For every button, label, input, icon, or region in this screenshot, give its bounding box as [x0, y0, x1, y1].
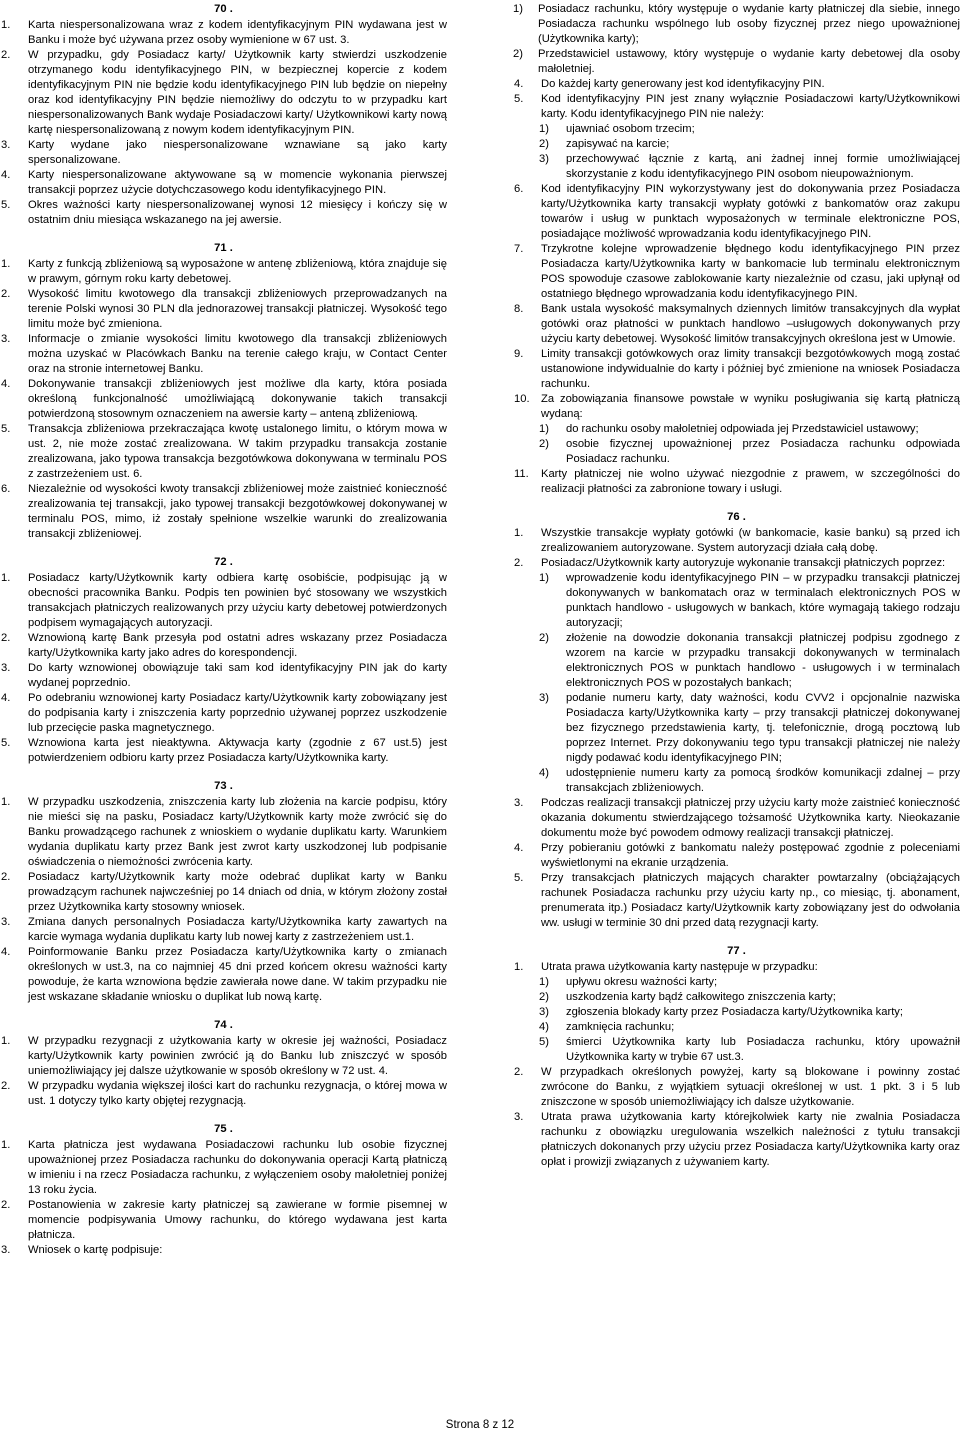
paragraph-number: 2. — [514, 1066, 524, 1078]
list-item-text: zamknięcia rachunku; — [566, 1021, 675, 1033]
paragraph-text: Do karty wznowionej obowiązuje taki sam kod identyfikacyjny PIN jak do karty wydanej poprzednio. — [28, 662, 447, 689]
paragraph — [0, 1138, 447, 1198]
list-item-number: 2) — [539, 438, 549, 450]
paragraph-text: Wznowioną kartę Bank przesyła pod ostatni adres wskazany przez Posiadacza karty/Użytkownika karty jako adres do korespondencji. — [28, 632, 447, 659]
paragraph-text: Karty płatniczej nie wolno używać niezgodnie z prawem, w szczególności do realizacji płatności za zabronione towary i usługi. — [541, 468, 960, 495]
paragraph-text: Karta niespersonalizowana wraz z kodem identyfikacyjnym PIN wydawana jest w Banku i może być używana przez osoby wymienione w 67 ust. 3. — [28, 19, 447, 46]
list-item-text: upływu okresu ważności karty; — [566, 976, 718, 988]
paragraph-number: 5. — [514, 93, 524, 105]
article-section — [0, 1122, 447, 1258]
paragraph — [0, 631, 447, 661]
article-heading: 72 . — [214, 556, 233, 568]
paragraph-number: 5. — [1, 423, 11, 435]
list-item — [513, 122, 960, 137]
list-item-text: wprowadzenie kodu identyfikacyjnego PIN – w przypadku transakcji płatniczej dokonywanych w bankomatach oraz w terminalach elektronicznych POS w punktach handlowo - usługowych w bankach, które wymagają takiego rodzaju autoryzacji; — [566, 572, 960, 629]
paragraph — [513, 182, 960, 242]
paragraph-number: 3. — [514, 797, 524, 809]
paragraph-number: 2. — [1, 871, 11, 883]
list-item — [513, 990, 960, 1005]
paragraph-number: 4. — [1, 946, 11, 958]
paragraph-text: W przypadkach określonych powyżej, karty są blokowane i powinny zostać zwrócone do Banku, z wyjątkiem sytuacji określonej w ust. 1 pkt. 3 i 5 lub zniszczone w sposób uniemożliwiający ich dalsze użytkowanie. — [541, 1066, 960, 1108]
list-item-number: 1) — [539, 976, 549, 988]
article-heading: 73 . — [214, 780, 233, 792]
paragraph — [0, 571, 447, 631]
paragraph — [513, 302, 960, 347]
paragraph-text: Karta płatnicza jest wydawana Posiadaczowi rachunku lub osobie fizycznej upoważnionej przez Posiadacza rachunku do dokonywania operacji Kartą płatniczą w imieniu i na rzecz Posiadacza rachunku, z wyłączeniem osoby małoletniej poniżej 13 roku życia. — [28, 1139, 447, 1196]
list-item-number: 3) — [539, 153, 549, 165]
paragraph-number: 10. — [514, 393, 530, 405]
paragraph-number: 3. — [1, 916, 11, 928]
article-heading: 75 . — [214, 1123, 233, 1135]
paragraph — [0, 48, 447, 138]
paragraph-number: 1. — [514, 527, 524, 539]
list-item-number: 2) — [539, 632, 549, 644]
paragraph — [513, 1110, 960, 1170]
list-item-number: 3) — [539, 1006, 549, 1018]
paragraph-text: Po odebraniu wznowionej karty Posiadacz karty/Użytkownik karty zobowiązany jest do podpisania karty i zniszczenia karty poprzednio używanej poprzez uszkodzenie lub przecięcie paska magnetycznego. — [28, 692, 447, 734]
paragraph-text: Karty z funkcją zbliżeniową są wyposażone w antenę zbliżeniową, która znajduje się w prawym, górnym roku karty debetowej. — [28, 258, 447, 285]
paragraph-number: 1. — [1, 572, 11, 584]
right-column — [513, 2, 960, 1183]
article-section — [0, 241, 447, 542]
paragraph-text: Kod identyfikacyjny PIN wykorzystywany jest do dokonywania przez Posiadacza karty/Użytkownika karty transakcji wypłaty gotówki z bankomatów oraz zakupu towarów i usług w punktach wyposażonych w terminale elektroniczne POS, posiadające możliwość wprowadzania kodu identyfikacyjnego PIN. — [541, 183, 960, 240]
list-item-number: 1) — [513, 3, 523, 15]
paragraph-text: Przy transakcjach płatniczych mających charakter powtarzalny (obciążających rachunek Posiadacza rachunku przy użyciu karty np., co miesiąc, tj. abonament, prenumerata itp.) Posiadacz karty/Użytkownik karty zobowiązany jest do odwołania ww. usługi w terminie 30 dni przed datą rezygnacji karty. — [541, 872, 960, 929]
list-item — [513, 691, 960, 766]
paragraph-text: Zmiana danych personalnych Posiadacza karty/Użytkownika karty zawartych na karcie wymaga wydania duplikatu karty lub nowej karty z zastrzeżeniem ust.1. — [28, 916, 447, 943]
paragraph-number: 2. — [1, 288, 11, 300]
list-item-text: zgłoszenia blokady karty przez Posiadacza karty/Użytkownika karty; — [566, 1006, 904, 1018]
list-item-text: podanie numeru karty, daty ważności, kodu CVV2 i opcjonalnie nazwiska Posiadacza karty/Użytkownika karty – przy transakcji płatniczej dokonywanej bez fizycznego przedstawienia karty, tj. telefonicznie, drogą pocztową lub poprzez Internet. Przy dokonywaniu tego typu transakcji płatniczej nie należy nigdy podawać kodu identyfikacyjnego PIN; — [566, 692, 960, 764]
paragraph-text: Postanowienia w zakresie karty płatniczej są zawierane w formie pisemnej w momencie podpisywania Umowy rachunku, do którego wydawana jest karta płatnicza. — [28, 1199, 447, 1241]
list-item-text: zapisywać na karcie; — [566, 138, 670, 150]
paragraph — [0, 795, 447, 870]
list-item-text: śmierci Użytkownika karty lub Posiadacza rachunku, który upoważnił Użytkownika karty w trybie 67 ust.3. — [566, 1036, 960, 1063]
list-item — [513, 631, 960, 691]
paragraph-number: 1. — [514, 961, 524, 973]
sub-list — [513, 422, 960, 467]
paragraph-number: 2. — [1, 1199, 11, 1211]
paragraph-number: 2. — [1, 1080, 11, 1092]
paragraph-number: 4. — [1, 169, 11, 181]
paragraph — [0, 377, 447, 422]
paragraph — [0, 1243, 447, 1258]
paragraph — [0, 332, 447, 377]
paragraph — [0, 1034, 447, 1079]
list-item — [513, 422, 960, 437]
paragraph-number: 1. — [1, 19, 11, 31]
paragraph — [513, 92, 960, 122]
list-item-text: udostępnienie numeru karty za pomocą środków komunikacji zdalnej – przy transakcjach zbliżeniowych. — [566, 767, 960, 794]
paragraph-number: 9. — [514, 348, 524, 360]
paragraph — [0, 915, 447, 945]
paragraph-text: Wysokość limitu kwotowego dla transakcji zbliżeniowych przeprowadzanych na terenie Polski wynosi 30 PLN dla jednorazowej transakcji płatniczej. Wysokość tego limitu może być zmieniona. — [28, 288, 447, 330]
paragraph-number: 4. — [1, 692, 11, 704]
paragraph — [513, 1065, 960, 1110]
article-section — [513, 510, 960, 931]
paragraph-number: 5. — [514, 872, 524, 884]
list-item — [513, 137, 960, 152]
paragraph-number: 3. — [1, 1244, 11, 1256]
paragraph-text: Transakcja zbliżeniowa przekraczająca kwotę ustalonego limitu, o którym mowa w ust. 2, nie może zostać zrealizowana. W takim przypadku transakcja zostanie zrealizowana, jako typowa transakcja bezgotówkowa dokonywana w terminalu POS z zastrzeżeniem ust. 6. — [28, 423, 447, 480]
list-item-number: 4) — [539, 767, 549, 779]
paragraph-text: Limity transakcji gotówkowych oraz limity transakcji bezgotówkowych mogą zostać ustanowione indywidualnie do karty i później być zmienione na wniosek Posiadacza rachunku. — [541, 348, 960, 390]
paragraph-number: 4. — [1, 378, 11, 390]
list-item-text: ujawniać osobom trzecim; — [566, 123, 695, 135]
list-item — [513, 1005, 960, 1020]
article-heading: 77 . — [727, 945, 746, 957]
paragraph-text: Karty wydane jako niespersonalizowane wznawiane są jako karty spersonalizowane. — [28, 139, 447, 166]
paragraph-text: Poinformowanie Banku przez Posiadacza karty/Użytkownika karty o zmianach określonych w ust.3, na co najmniej 45 dni przed końcem okresu ważności karty powoduje, że karta wznowiona będzie zawierała nowe dane. W takim przypadku nie jest wskazane składanie wniosku o duplikat lub nową kartę. — [28, 946, 447, 1003]
paragraph-number: 5. — [1, 737, 11, 749]
paragraph-text: W przypadku rezygnacji z użytkowania karty w okresie jej ważności, Posiadacz karty/Użytkownik karty powinien zwrócić ją do Banku lub zniszczyć w sposób uniemożliwiający jej dalsze użytkowanie w sposób określony w 72 ust. 4. — [28, 1035, 447, 1077]
paragraph — [513, 467, 960, 497]
paragraph — [0, 736, 447, 766]
article-heading: 76 . — [727, 511, 746, 523]
article-section — [0, 1018, 447, 1109]
list-item-number: 5) — [539, 1036, 549, 1048]
list-item — [513, 1020, 960, 1035]
paragraph-number: 5. — [1, 199, 11, 211]
list-item-number: 1) — [539, 572, 549, 584]
right-articles — [513, 510, 960, 1170]
paragraph — [0, 1198, 447, 1243]
paragraph-text: W przypadku, gdy Posiadacz karty/ Użytkownik karty stwierdzi uszkodzenie otrzymanego kodu identyfikacyjnego PIN, w bezpiecznej kopercie z kodem identyfikacyjnym PIN nie będzie kodu identyfikacyjnego PIN lub będzie on niepełny oraz kod identyfikacyjny PIN będzie niemożliwy do odczytu to w przypadku kart niespersonalizowanych Bank wydaje Posiadaczowi karty/ Użytkownikowi karty nową kartę niespersonalizowaną z nowym kodem identyfikacyjnym PIN. — [28, 49, 447, 136]
paragraph-number: 6. — [514, 183, 524, 195]
list-item-text: Posiadacz rachunku, który występuje o wydanie karty płatniczej dla siebie, innego Posiadacza rachunku wspólnego lub osoby fizycznej przez niego upoważnionej (Użytkownika karty); — [538, 3, 960, 45]
article-section — [513, 944, 960, 1170]
paragraph — [0, 198, 447, 228]
paragraph-text: Wszystkie transakcje wypłaty gotówki (w bankomacie, kasie banku) są przed ich zrealizowaniem autoryzowane. System autoryzacji działa całą dobę. — [541, 527, 960, 554]
paragraph-number: 11. — [514, 468, 529, 480]
article-section — [0, 555, 447, 766]
list-item-text: osobie fizycznej upoważnionej przez Posiadacza rachunku odpowiada Posiadacz rachunku. — [566, 438, 960, 465]
paragraph-number: 2. — [1, 49, 11, 61]
list-item-number: 2) — [539, 991, 549, 1003]
list-item-text: uszkodzenia karty bądź całkowitego zniszczenia karty; — [566, 991, 836, 1003]
list-item-number: 3) — [539, 692, 549, 704]
paragraph-text: Posiadacz karty/Użytkownik karty odbiera kartę osobiście, podpisując ją w obecności pracownika Banku. Podpis ten powinien być stosowany we wszystkich transakcjach płatniczych realizowanych przy użyciu karty debetowej potwierdzonych podpisem wymagających autoryzacji. — [28, 572, 447, 629]
paragraph-text: Wniosek o kartę podpisuje: — [28, 1244, 163, 1256]
paragraph — [513, 796, 960, 841]
list-item — [513, 2, 960, 47]
list-item — [513, 766, 960, 796]
paragraph-text: Posiadacz karty/Użytkownik karty może odebrać duplikat karty w Banku prowadzącym rachunek najwcześniej po 14 dniach od dnia, w którym złożony został przez Użytkownika karty stosowny wniosek. — [28, 871, 447, 913]
paragraph — [0, 870, 447, 915]
paragraph — [513, 841, 960, 871]
list-item-number: 1) — [539, 123, 549, 135]
paragraph-number: 8. — [514, 303, 524, 315]
paragraph-number: 2. — [514, 557, 524, 569]
paragraph-text: Utrata prawa użytkowania karty którejkolwiek karty nie zwalnia Posiadacza rachunku z obowiązku uregulowania wszelkich należności z tytułu transakcji płatniczych dokonanych przy użyciu przez Posiadacza karty/Użytkownika karty oraz opłat i prowizji związanych z używaniem karty. — [541, 1111, 960, 1168]
sub-list — [513, 122, 960, 182]
paragraph — [0, 168, 447, 198]
article-section — [0, 2, 447, 228]
list-item-text: do rachunku osoby małoletniej odpowiada jej Przedstawiciel ustawowy; — [566, 423, 919, 435]
paragraph-number: 1. — [1, 1035, 11, 1047]
paragraph-number: 3. — [514, 1111, 524, 1123]
paragraph-number: 7. — [514, 243, 524, 255]
paragraph-text: Wznowiona karta jest nieaktywna. Aktywacja karty (zgodnie z 67 ust.5) jest potwierdzeniem odbioru karty przez Posiadacza karty/Użytkownika karty. — [28, 737, 447, 764]
paragraph-text: Utrata prawa użytkowania karty następuje w przypadku: — [541, 961, 818, 973]
paragraph-number: 6. — [1, 483, 11, 495]
list-item — [513, 571, 960, 631]
paragraph-number: 4. — [514, 842, 524, 854]
list-item — [513, 47, 960, 77]
paragraph-number: 1. — [1, 796, 11, 808]
article-heading: 70 . — [214, 3, 233, 15]
list-item-text: przechowywać łącznie z kartą, ani żadnej innej formie umożliwiającej skorzystanie z kodu identyfikacyjnego PIN osobom nieupoważnionym. — [566, 153, 960, 180]
paragraph — [0, 257, 447, 287]
list-item-number: 1) — [539, 423, 549, 435]
article-section — [0, 779, 447, 1005]
continued-list — [513, 2, 960, 77]
continued-paragraphs — [513, 77, 960, 497]
paragraph-number: 3. — [1, 662, 11, 674]
left-column — [0, 2, 447, 1271]
list-item-number: 2) — [513, 48, 523, 60]
paragraph-text: Niezależnie od wysokości kwoty transakcji zbliżeniowej może zaistnieć konieczność zrealizowania tej transakcji, jako typowej transakcji bezgotówkowej dokonywanej w terminalu POS, mimo, iż zostały spełnione wszelkie warunki do zrealizowania transakcji zbliżeniowej. — [28, 483, 447, 540]
list-item — [513, 437, 960, 467]
paragraph-text: W przypadku uszkodzenia, zniszczenia karty lub złożenia na karcie podpisu, który nie mieści się na pasku, Posiadacz karty/Użytkownik karty może zwrócić się do Banku prowadzącego rachunek z wnioskiem o wydanie duplikatu karty. Warunkiem wydania duplikatu karty przez Bank jest zwrot karty uszkodzonej lub podpisanie oświadczenia o niemożności zwrócenia karty. — [28, 796, 447, 868]
list-item — [513, 152, 960, 182]
paragraph — [513, 871, 960, 931]
paragraph-text: W przypadku wydania większej ilości kart do rachunku rezygnacja, o której mowa w ust. 1 dotyczy tylko karty objętej rezygnacją. — [28, 1080, 447, 1107]
paragraph-text: Bank ustala wysokość maksymalnych dziennych limitów transakcyjnych dla wypłat gotówki oraz płatności w punktach handlowo –usługowych dokonywanych przy użyciu karty debetowej. Wysokość limitów transakcyjnych określona jest w Umowie. — [541, 303, 960, 345]
paragraph — [513, 392, 960, 422]
paragraph — [0, 1079, 447, 1109]
page-number: Strona 8 z 12 — [445, 1419, 515, 1431]
paragraph — [0, 18, 447, 48]
paragraph — [513, 242, 960, 302]
article-heading: 74 . — [214, 1019, 233, 1031]
list-item-number: 4) — [539, 1021, 549, 1033]
list-item-number: 2) — [539, 138, 549, 150]
paragraph — [0, 661, 447, 691]
paragraph-text: Karty niespersonalizowane aktywowane są w momencie wykonania pierwszej transakcji poprzez użycie dotychczasowego kodu identyfikacyjnego PIN. — [28, 169, 447, 196]
paragraph — [513, 77, 960, 92]
paragraph-text: Za zobowiązania finansowe powstałe w wyniku posługiwania się kartą płatniczą wydaną: — [541, 393, 960, 420]
paragraph — [513, 526, 960, 556]
paragraph-text: Posiadacz/Użytkownik karty autoryzuje wykonanie transakcji płatniczych poprzez: — [541, 557, 946, 569]
paragraph-text: Przy pobieraniu gotówki z bankomatu należy postępować zgodnie z poleceniami wyświetlonymi na ekranie urządzenia. — [541, 842, 960, 869]
paragraph-number: 1. — [1, 1139, 11, 1151]
sub-list — [513, 975, 960, 1065]
paragraph — [0, 945, 447, 1005]
list-item-text: złożenie na dowodzie dokonania transakcji płatniczej podpisu zgodnego z wzorem na karcie w przypadku transakcji dokonywanych w terminalach elektronicznych POS w punktach handlowo - usługowych i w terminalach elektronicznych POS w pozostałych bankach; — [566, 632, 960, 689]
paragraph-text: Trzykrotne kolejne wprowadzenie błędnego kodu identyfikacyjnego PIN przez Posiadacza karty/Użytkownika karty w bankomacie lub terminalu elektronicznym POS spowoduje czasowe zablokowanie karty niezależnie od czasu, jaki upłynął od ostatniego błędnego wprowadzania kodu identyfikacyjnego PIN. — [541, 243, 960, 300]
list-item — [513, 1035, 960, 1065]
article-heading: 71 . — [214, 242, 233, 254]
paragraph-number: 2. — [1, 632, 11, 644]
paragraph — [0, 422, 447, 482]
paragraph-text: Dokonywanie transakcji zbliżeniowych jest możliwe dla karty, która posiada określoną funkcjonalność umożliwiającą dokonywanie takich transakcji potwierdzoną stosownym oznaczeniem na awersie karty – anteną zbliżeniową. — [28, 378, 447, 420]
paragraph-number: 1. — [1, 258, 11, 270]
paragraph-text: Podczas realizacji transakcji płatniczej przy użyciu karty może zaistnieć konieczność okazania dokumentu stwierdzającego tożsamość Użytkownika karty. Nieokazanie dokumentu może być powodem odmowy realizacji transakcji płatniczej. — [541, 797, 960, 839]
list-item — [513, 975, 960, 990]
paragraph-number: 3. — [1, 333, 11, 345]
paragraph — [513, 347, 960, 392]
paragraph — [513, 556, 960, 571]
list-item-text: Przedstawiciel ustawowy, który występuje o wydanie karty debetowej dla osoby małoletniej. — [538, 48, 960, 75]
paragraph-text: Okres ważności karty niespersonalizowanej wynosi 12 miesięcy i kończy się w ostatnim dniu miesiąca wskazanego na jej awersie. — [28, 199, 447, 226]
paragraph-number: 3. — [1, 139, 11, 151]
paragraph — [0, 691, 447, 736]
paragraph — [0, 482, 447, 542]
paragraph — [0, 287, 447, 332]
paragraph — [513, 960, 960, 975]
paragraph-text: Kod identyfikacyjny PIN jest znany wyłącznie Posiadaczowi karty/Użytkownikowi karty. Kodu identyfikacyjnego PIN nie należy: — [541, 93, 960, 120]
paragraph-number: 4. — [514, 78, 524, 90]
paragraph-text: Do każdej karty generowany jest kod identyfikacyjny PIN. — [541, 78, 825, 90]
paragraph — [0, 138, 447, 168]
paragraph-text: Informacje o zmianie wysokości limitu kwotowego dla transakcji zbliżeniowych można uzyskać w Placówkach Banku na terenie całego kraju, w Contact Center oraz na stronie internetowej Banku. — [28, 333, 447, 375]
sub-list — [513, 571, 960, 796]
